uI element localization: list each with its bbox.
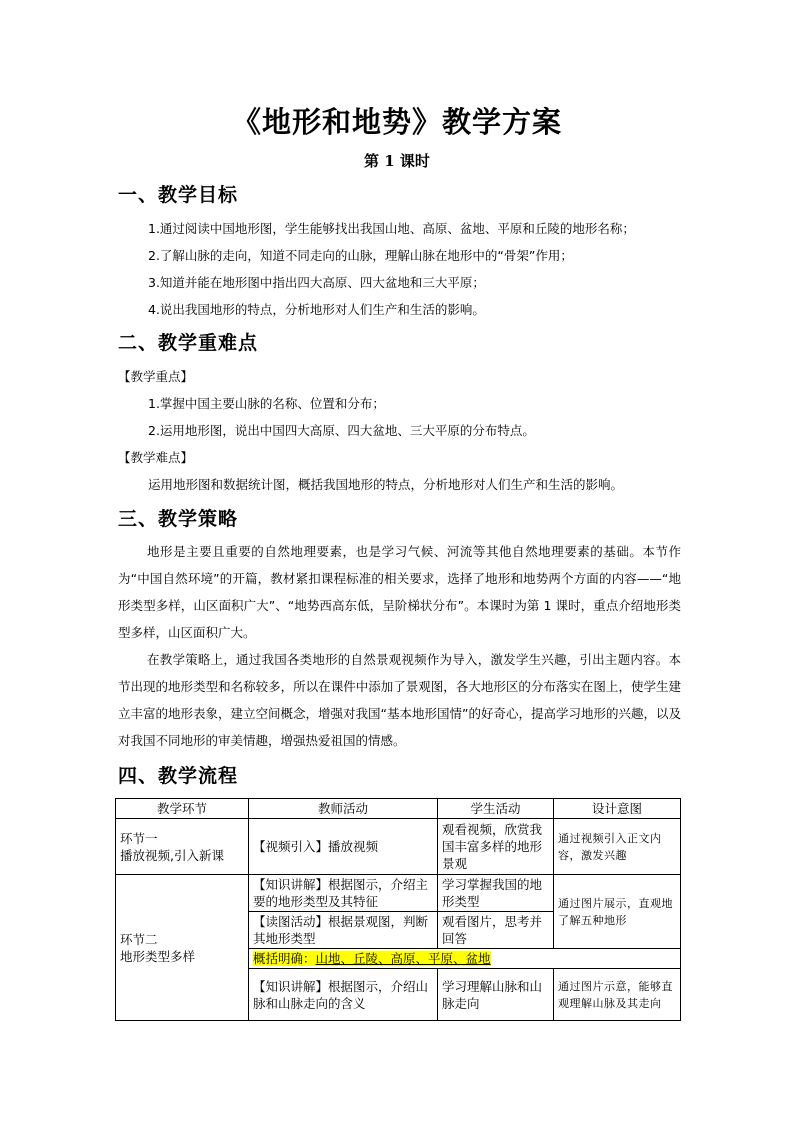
strategy-paragraph: 在教学策略上，通过我国各类地形的自然景观视频作为导入，激发学生兴趣，引出主题内容。本节出现的地形类型和名称较多，所以在课件中添加了景观图，各大地形区的分布落实在图上，使学生建立丰富的地形表象，建立空间概念，增强对我国“基本地形国情”的好奇心，提高学习地形的兴趣，以及对我国不同地形的审美情趣，增强热爱祖国的情感。: [118, 652, 681, 748]
header-stage: 教学环节: [116, 799, 249, 819]
teacher-activity: 【视频引入】播放视频: [249, 819, 438, 875]
focus-tag: 【教学重点】: [118, 369, 194, 384]
section-heading-strategy: 三、教学策略: [118, 508, 239, 530]
table-row: [116, 819, 681, 875]
design-intent: 通过图片示意，能够直观理解山脉及其走向: [554, 969, 681, 1021]
document-title: 《地形和地势》教学方案: [231, 105, 562, 139]
header-teacher-activity: 教师活动: [249, 799, 438, 819]
strategy-paragraph: 地形是主要且重要的自然地理要素，也是学习气候、河流等其他自然地理要素的基础。本节作为“中国自然环境”的开篇，教材紧扣课程标准的相关要求，选择了地形和地势两个方面的内容——“地形类型多样，山区面积广大”、“地势西高东低，呈阶梯状分布”。本课时为第 1 课时，重点介绍地形类型多样，山区面积广大。: [118, 544, 681, 640]
difficulty-tag: 【教学难点】: [118, 450, 194, 465]
student-activity: 学习理解山脉和山脉走向: [438, 969, 554, 1021]
focus-item: 2.运用地形图，说出中国四大高原、四大盆地、三大平原的分布特点。: [148, 423, 535, 438]
design-intent: 通过图片展示，直观地了解五种地形: [554, 875, 681, 949]
summary-label: 概括明确：: [253, 951, 316, 966]
lesson-number: 第 1 课时: [364, 152, 430, 170]
header-design-intent: 设计意图: [554, 799, 681, 819]
objective-item: 3.知道并能在地形图中指出四大高原、四大盆地和三大平原；: [148, 275, 485, 290]
stage-name: 环节二 地形类型多样: [116, 875, 249, 1021]
difficulty-text: 运用地形图和数据统计图，概括我国地形的特点，分析地形对人们生产和生活的影响。: [148, 477, 624, 492]
table-header-row: [116, 799, 681, 819]
teacher-activity: 【知识讲解】根据图示，介绍主要的地形类型及其特征: [249, 875, 438, 912]
objective-item: 4.说出我国地形的特点，分析地形对人们生产和生活的影响。: [148, 302, 485, 317]
summary-cell: [249, 949, 681, 969]
teaching-flow-table: [115, 798, 681, 1021]
design-intent: 通过视频引入正文内容，激发兴趣: [554, 819, 681, 875]
teacher-activity: 【读图活动】根据景观图，判断其地形类型: [249, 912, 438, 949]
student-activity: 观看视频，欣赏我国丰富多样的地形景观: [438, 819, 554, 875]
summary-value: 山地、丘陵、高原、平原、盆地: [315, 951, 491, 966]
table-row: [116, 875, 681, 912]
objective-item: 1.通过阅读中国地形图，学生能够找出我国山地、高原、盆地、平原和丘陵的地形名称；: [148, 221, 635, 236]
objective-item: 2.了解山脉的走向，知道不同走向的山脉，理解山脉在地形中的“骨架”作用；: [148, 248, 573, 263]
student-activity: 观看图片，思考并回答: [438, 912, 554, 949]
header-student-activity: 学生活动: [438, 799, 554, 819]
focus-item: 1.掌握中国主要山脉的名称、位置和分布；: [148, 396, 385, 411]
teacher-activity: 【知识讲解】根据图示，介绍山脉和山脉走向的含义: [249, 969, 438, 1021]
section-heading-flow: 四、教学流程: [118, 765, 239, 787]
student-activity: 学习掌握我国的地形类型: [438, 875, 554, 912]
section-heading-objectives: 一、教学目标: [118, 184, 239, 206]
section-heading-key-points: 二、教学重难点: [118, 332, 259, 354]
stage-name: 环节一 播放视频,引入新课: [116, 819, 249, 875]
